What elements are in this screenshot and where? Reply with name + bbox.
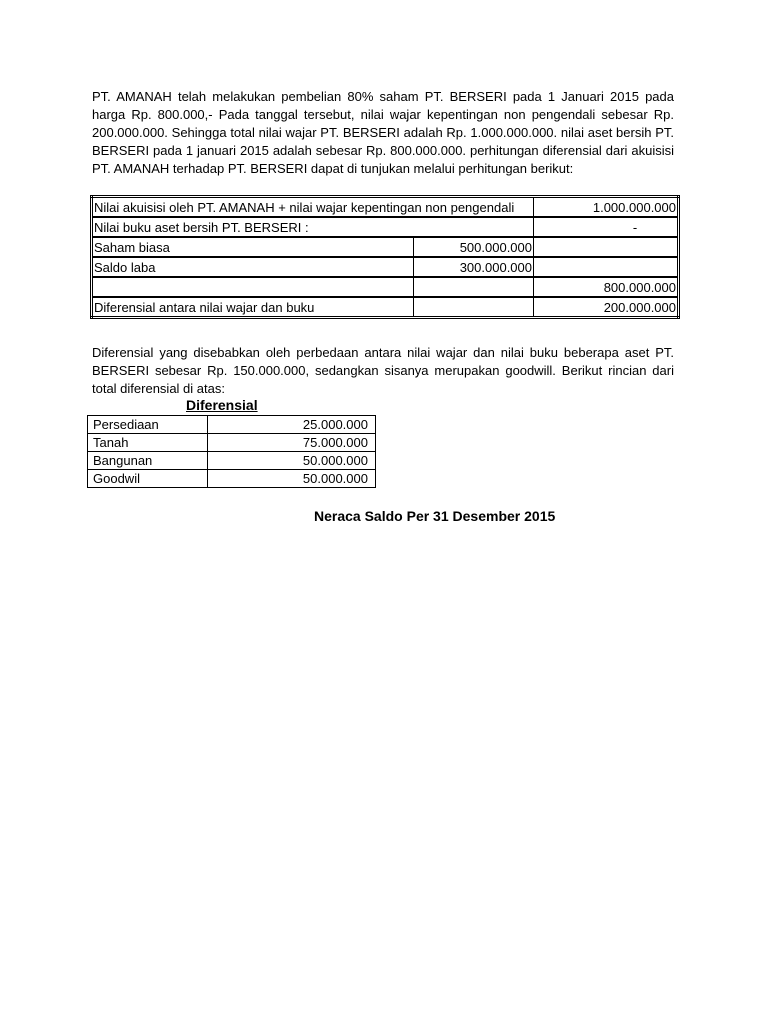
table-row	[92, 257, 679, 277]
table-row	[92, 237, 679, 257]
table-row	[92, 197, 679, 218]
diferensial-item-value: 50.000.000	[208, 452, 376, 470]
differential-label: Diferensial antara nilai wajar dan buku	[92, 297, 414, 318]
empty-cell	[534, 257, 679, 277]
empty-cell	[534, 237, 679, 257]
acquisition-value-label: Nilai akuisisi oleh PT. AMANAH + nilai wajar kepentingan non pengendali	[92, 197, 534, 218]
table-row	[88, 416, 376, 434]
retained-earnings-amount: 300.000.000	[414, 257, 534, 277]
book-value-label: Nilai buku aset bersih PT. BERSERI :	[92, 217, 534, 237]
table-row	[88, 470, 376, 488]
diferensial-item-value: 50.000.000	[208, 470, 376, 488]
empty-cell	[414, 277, 534, 297]
table-row	[92, 217, 679, 237]
book-value-total: -	[534, 217, 679, 237]
acquisition-value-total: 1.000.000.000	[534, 197, 679, 218]
table-row	[88, 434, 376, 452]
empty-cell	[92, 277, 414, 297]
diferensial-item-value: 25.000.000	[208, 416, 376, 434]
differential-calculation-table	[90, 195, 680, 319]
diferensial-table	[87, 415, 376, 488]
empty-cell	[414, 297, 534, 318]
book-value-subtotal: 800.000.000	[534, 277, 679, 297]
diferensial-item-label: Bangunan	[88, 452, 208, 470]
trial-balance-title: Neraca Saldo Per 31 Desember 2015	[314, 508, 556, 524]
intro-paragraph: PT. AMANAH telah melakukan pembelian 80% saham PT. BERSERI pada 1 Januari 2015 pada harga Rp. 800.000,- Pada tanggal tersebut, nilai wajar kepentingan non pengendali sebesar Rp. 200.000.000. Sehingga total nilai wajar PT. BERSERI adalah Rp. 1.000.000.000. nilai aset bersih PT. BERSERI pada 1 januari 2015 adalah sebesar Rp. 800.000.000. perhitungan diferensial dari akuisisi PT. AMANAH terhadap PT. BERSERI dapat di tunjukan melalui perhitungan berikut:	[92, 89, 674, 176]
common-stock-label: Saham biasa	[92, 237, 414, 257]
diferensial-item-value: 75.000.000	[208, 434, 376, 452]
retained-earnings-label: Saldo laba	[92, 257, 414, 277]
differential-total: 200.000.000	[534, 297, 679, 318]
diferensial-item-label: Goodwil	[88, 470, 208, 488]
diferensial-item-label: Persediaan	[88, 416, 208, 434]
middle-paragraph: Diferensial yang disebabkan oleh perbedaan antara nilai wajar dan nilai buku beberapa aset PT. BERSERI sebesar Rp. 150.000.000, sedangkan sisanya merupakan goodwill. Berikut rincian dari total diferensial di atas:	[92, 345, 674, 396]
table-row	[88, 452, 376, 470]
diferensial-item-label: Tanah	[88, 434, 208, 452]
table-row	[92, 297, 679, 318]
table-row	[92, 277, 679, 297]
diferensial-title: Diferensial	[186, 397, 258, 413]
common-stock-amount: 500.000.000	[414, 237, 534, 257]
